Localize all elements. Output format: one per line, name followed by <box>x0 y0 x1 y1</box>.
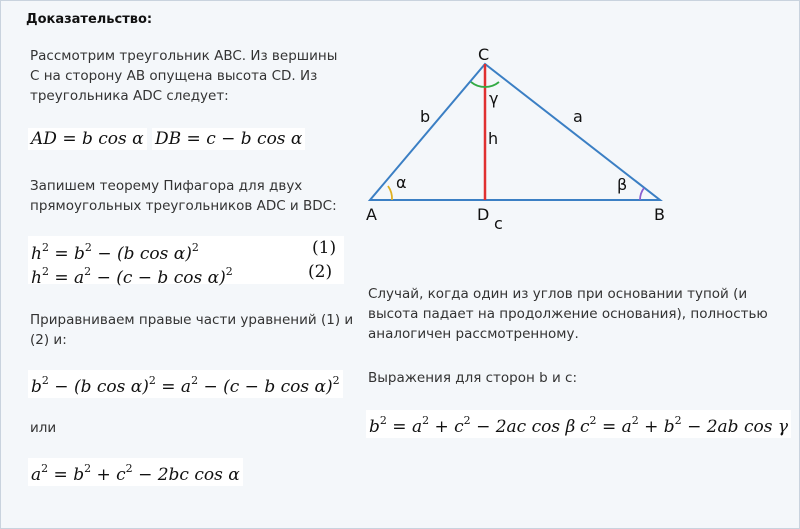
formula-system <box>28 236 344 288</box>
vertex-b-label: B <box>654 205 665 224</box>
pythagoras-text: Запишем теорему Пифагора для двух прямоугольных треугольников ADC и BDC: <box>30 178 337 214</box>
angle-alpha-label: α <box>396 173 407 192</box>
angle-alpha-arc <box>388 186 392 200</box>
formula-ad-rhs: b cos α <box>81 129 144 149</box>
formula-eq2: $h^2 = a^2 - (c - b$ cos α)$^2$ <box>31 265 233 288</box>
side-a-label: a <box>573 107 583 126</box>
vertex-c-label: C <box>478 45 490 64</box>
formula-eq3: $b^2 - (b$ $\cos \alpha)^2 = a^2 - (c - b$ cos α)$^2$ <box>28 370 343 398</box>
eq1-label: (1) <box>312 238 337 258</box>
formula-law-of-cosines-a: $a^2 = b^2 + c^2 - 2bc$ cos α <box>28 458 243 486</box>
height-h-label: h <box>488 129 499 148</box>
angle-gamma-label: γ <box>489 89 499 108</box>
formula-law-of-cosines-c: $c^2 = a^2 + b^2 - 2ab$ cos γ <box>577 410 791 438</box>
intro-text: Рассмотрим треугольник ABC. Из вершины C на сторону AB опущена высота CD. Из треугольника ADC следует: <box>30 48 338 104</box>
formula-eq1: $h^2 = b^2 - (b$ cos α)$^2$ <box>31 241 199 264</box>
formula-ad-lhs: AD <box>31 129 57 149</box>
triangle-diagram <box>362 40 682 240</box>
foot-d-label: D <box>477 205 490 224</box>
formula-ad: AD = b cos α <box>28 128 147 150</box>
vertex-a-label: A <box>366 205 377 224</box>
formula-db-lhs: DB <box>155 129 182 149</box>
obtuse-case-text: Случай, когда один из углов при основании тупой (и высота падает на продолжение основания), полностью аналогичен рассмотренному. <box>368 286 768 342</box>
sides-text: Выражения для сторон b и c: <box>368 370 578 386</box>
proof-heading: Доказательство: <box>26 12 153 27</box>
side-c-label: c <box>494 214 503 233</box>
formula-law-of-cosines-b: $b^2 = a^2 + c^2 - 2ac$ cos β <box>366 410 578 438</box>
side-b-label: b <box>420 107 431 126</box>
formula-db-rhs: c − b cos α <box>206 129 303 149</box>
or-text: или <box>30 420 57 436</box>
eq2-label: (2) <box>308 262 333 282</box>
angle-beta-arc <box>640 188 644 200</box>
angle-beta-label: β <box>617 175 628 194</box>
equate-text: Приравниваем правые части уравнений (1) и (2) и: <box>30 312 354 348</box>
formula-db: DB = c − b cos α <box>152 128 305 150</box>
